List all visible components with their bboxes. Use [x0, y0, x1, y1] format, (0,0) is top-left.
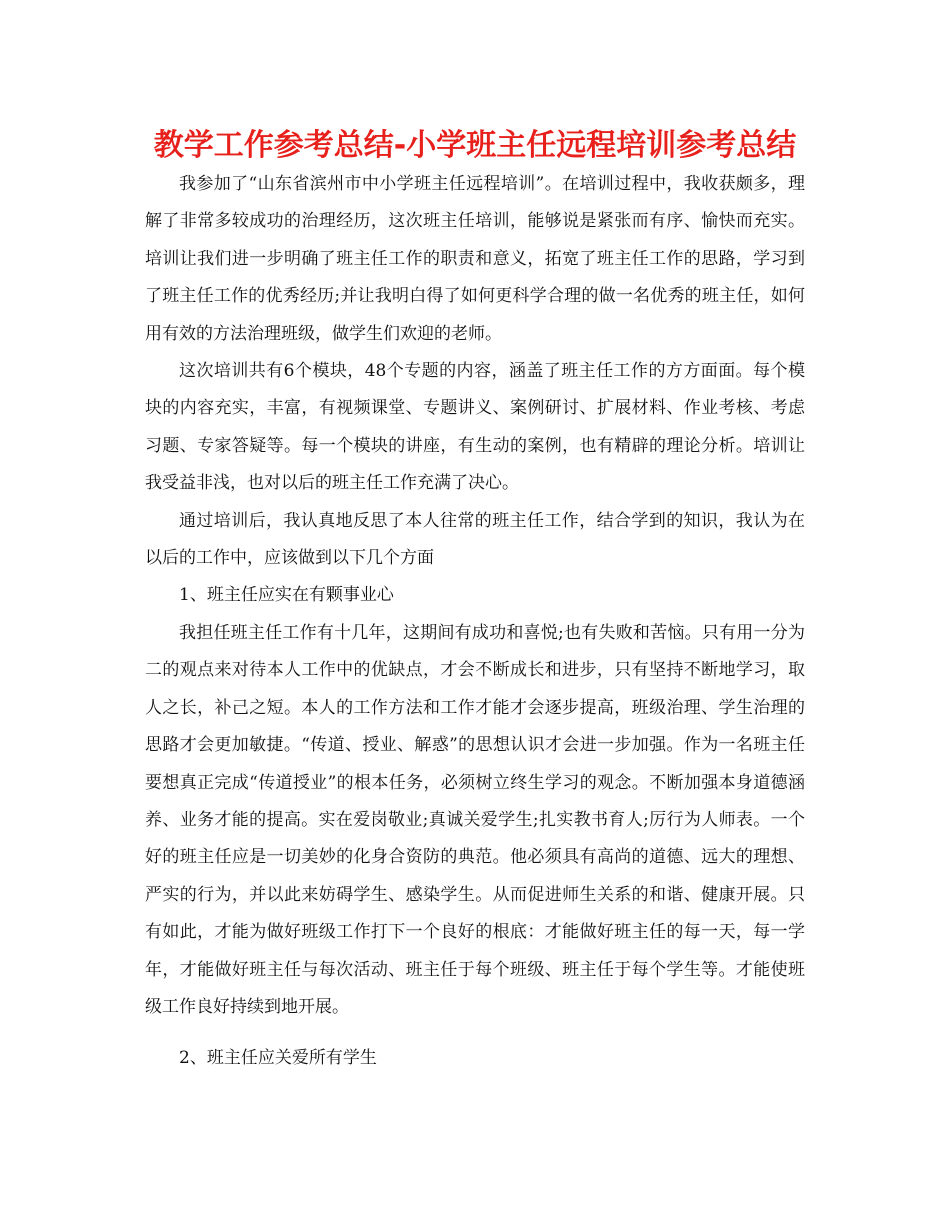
section-heading-1: 1、班主任应实在有颗事业心 [179, 585, 394, 606]
paragraph-reflection: 通过培训后，我认真地反思了本人往常的班主任工作，结合学到的知识，我认为在以后的工作中，应该做到以下几个方面 [145, 510, 805, 569]
section-heading-2: 2、班主任应关爱所有学生 [179, 1048, 377, 1069]
document-title: 教学工作参考总结-小学班主任远程培训参考总结 [153, 128, 797, 163]
paragraph-intro: 我参加了“山东省滨州市中小学班主任远程培训”。在培训过程中，我收获颇多，理解了非常多较成功的治理经历，这次班主任培训，能够说是紧张而有序、愉快而充实。培训让我们进一步明确了班主任工作的职责和意义，拓宽了班主任工作的思路，学习到了班主任工作的优秀经历;并让我明白得了如何更科学合理的做一名优秀的班主任，如何用有效的方法治理班级，做学生们欢迎的老师。 [145, 174, 805, 344]
paragraph-section-1: 我担任班主任工作有十几年，这期间有成功和喜悦;也有失败和苦恼。只有用一分为二的观点来对待本人工作中的优缺点，才会不断成长和进步，只有坚持不断地学习，取人之长，补己之短。本人的工作方法和工作才能才会逐步提高，班级治理、学生治理的思路才会更加敏捷。“传道、授业、解惑”的思想认识才会进一步加强。作为一名班主任要想真正完成“传道授业”的根本任务，必须树立终生学习的观念。不断加强本身道德涵养、业务才能的提高。实在爱岗敬业;真诚关爱学生;扎实教书育人;厉行为人师表。一个好的班主任应是一切美妙的化身合资防的典范。他必须具有高尚的道德、远大的理想、严实的行为，并以此来妨碍学生、感染学生。从而促进师生关系的和谐、健康开展。只有如此，才能为做好班级工作打下一个良好的根底：才能做好班主任的每一天，每一学年，才能做好班主任与每次活动、班主任于每个班级、班主任于每个学生等。才能使班级工作良好持续到地开展。 [145, 622, 805, 1017]
paragraph-modules: 这次培训共有6个模块，48个专题的内容，涵盖了班主任工作的方方面面。每个模块的内容充实，丰富，有视频课堂、专题讲义、案例研讨、扩展材料、作业考核、考虑习题、专家答疑等。每一个模块的讲座，有生动的案例，也有精辟的理论分析。培训让我受益非浅，也对以后的班主任工作充满了决心。 [145, 361, 805, 494]
document-body [145, 166, 805, 1078]
